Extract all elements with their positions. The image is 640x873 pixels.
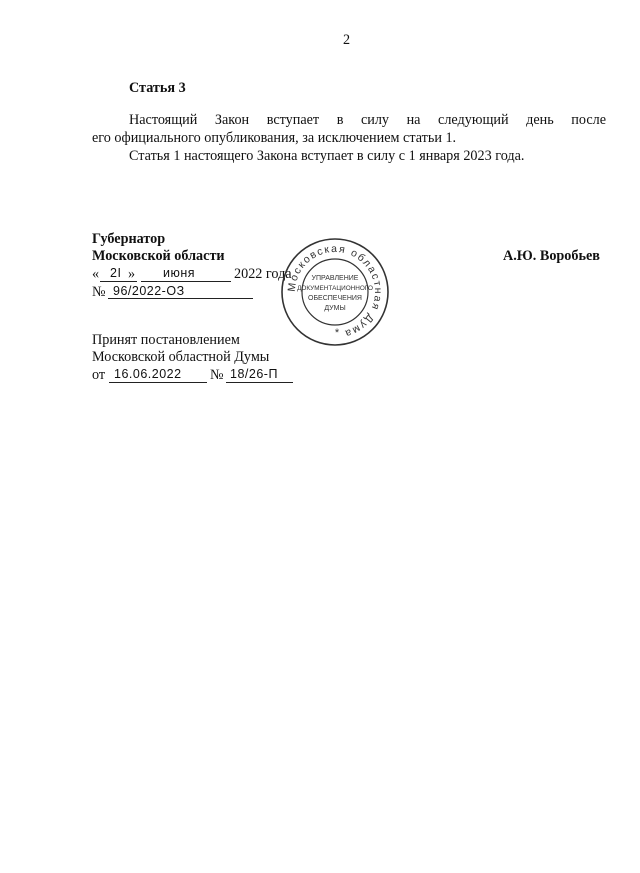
adoption-date-underline [109,382,207,383]
article-paragraph-2: Статья 1 настоящего Закона вступает в силу с 1 января 2023 года. [129,148,525,164]
law-number-underline [108,298,253,299]
adoption-line-1: Принят постановлением [92,332,240,348]
law-number-value: 96/2022-ОЗ [113,284,185,298]
official-stamp [279,236,391,348]
date-year: 2022 года [234,266,292,282]
adoption-number-underline [226,382,293,383]
date-month-underline [141,281,231,282]
article-paragraph-1-line-2: его официального опубликования, за исключением статьи 1. [92,130,457,146]
stamp-star: * [334,327,340,339]
adoption-line-2: Московской областной Думы [92,349,270,365]
article-paragraph-1-line-1: Настоящий Закон вступает в силу на следующий день после [129,112,606,128]
stamp-center-line-1: УПРАВЛЕНИЕ [311,275,359,282]
date-close-quote: » [128,266,136,282]
date-day-underline [100,281,137,282]
law-number-label: № [92,284,106,300]
date-open-quote: « [92,266,100,282]
date-month: июня [163,266,196,280]
stamp-ring-text: Московская областная Дума [285,242,385,340]
stamp-center-line-2: ДОКУМЕНТАЦИОННОГО [297,285,373,292]
adoption-date: 16.06.2022 [114,367,182,381]
page-number: 2 [343,32,351,48]
signer-name: А.Ю. Воробьев [503,248,600,264]
article-heading: Статья 3 [129,80,186,96]
signer-title-line-2: Московской области [92,248,225,264]
adoption-number-label: № [210,367,224,383]
adoption-number: 18/26-П [230,367,278,381]
signer-title-line-1: Губернатор [92,231,166,247]
adoption-from-label: от [92,367,106,383]
stamp-center-line-3: ОБЕСПЕЧЕНИЯ [308,295,362,302]
stamp-inner-ring [302,259,368,325]
stamp-center-line-4: ДУМЫ [324,305,346,312]
date-day: 2I [110,266,122,280]
